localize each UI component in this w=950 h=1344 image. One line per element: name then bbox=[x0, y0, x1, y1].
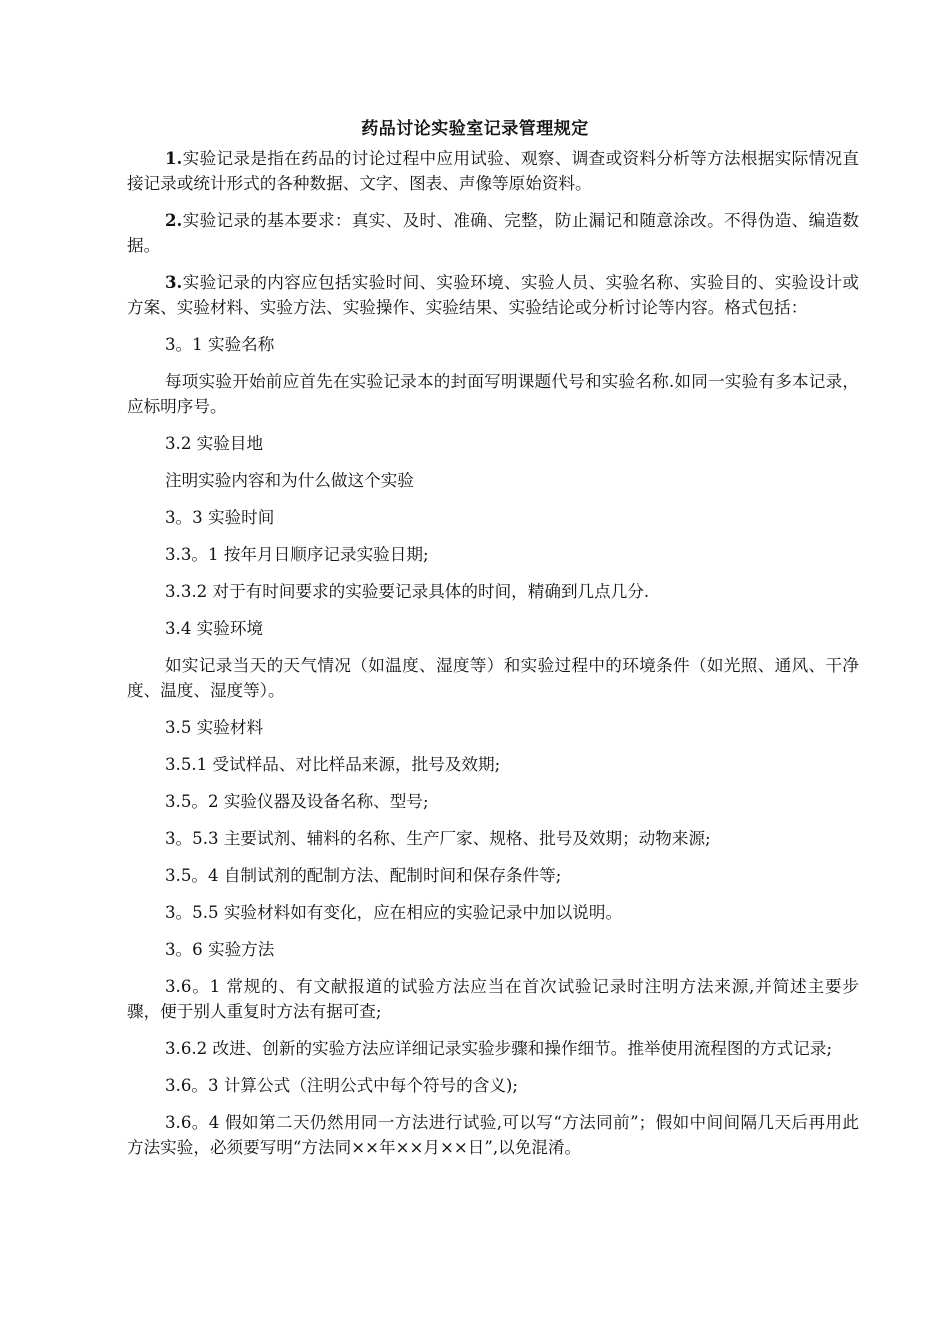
section-heading-3-4: 3.4 实验环境 bbox=[165, 619, 264, 638]
item-3-6-1: 3.6。1 常规的、有文献报道的试验方法应当在首次试验记录时注明方法来源,并简述主要步骤，便于别人重复时方法有据可查; bbox=[127, 977, 859, 1021]
paragraph-text: 实验记录的内容应包括实验时间、实验环境、实验人员、实验名称、实验目的、实验设计或方案、实验材料、实验方法、实验操作、实验结果、实验结论或分析讨论等内容。格式包括： bbox=[127, 273, 859, 317]
paragraph-2 bbox=[127, 208, 859, 258]
paragraph-text: 实验记录的基本要求：真实、及时、准确、完整，防止漏记和随意涂改。不得伪造、编造数据。 bbox=[127, 211, 859, 255]
paragraph-3-4-body: 如实记录当天的天气情况（如温度、湿度等）和实验过程中的环境条件（如光照、通风、干净度、温度、湿度等）。 bbox=[127, 656, 859, 700]
section-heading-3-2: 3.2 实验目地 bbox=[165, 434, 264, 453]
item-3-5-3: 3。5.3 主要试剂、辅料的名称、生产厂家、规格、批号及效期；动物来源; bbox=[165, 829, 711, 848]
paragraph-1 bbox=[127, 146, 859, 196]
item-3-6-2: 3.6.2 改进、创新的实验方法应详细记录实验步骤和操作细节。推举使用流程图的方式记录; bbox=[165, 1039, 833, 1058]
section-heading-3-1: 3。1 实验名称 bbox=[165, 335, 275, 354]
item-3-6-4: 3.6。4 假如第二天仍然用同一方法进行试验,可以写“方法同前”；假如中间间隔几天后再用此方法实验，必须要写明“方法同××年××月××日”,以免混淆。 bbox=[127, 1113, 859, 1157]
section-heading-3-3: 3。3 实验时间 bbox=[165, 508, 275, 527]
document-title: 药品讨论实验室记录管理规定 bbox=[361, 119, 589, 139]
section-heading-3-5: 3.5 实验材料 bbox=[165, 718, 264, 737]
paragraph-text: 实验记录是指在药品的讨论过程中应用试验、观察、调查或资料分析等方法根据实际情况直接记录或统计形式的各种数据、文字、图表、声像等原始资料。 bbox=[127, 149, 859, 193]
item-3-5-4: 3.5。4 自制试剂的配制方法、配制时间和保存条件等; bbox=[165, 866, 562, 885]
paragraph-number: 3. bbox=[165, 272, 183, 292]
item-3-6-3: 3.6。3 计算公式（注明公式中每个符号的含义); bbox=[165, 1076, 518, 1095]
document-body bbox=[127, 146, 859, 1172]
paragraph-3-1-body: 每项实验开始前应首先在实验记录本的封面写明课题代号和实验名称.如同一实验有多本记录，应标明序号。 bbox=[127, 372, 859, 416]
paragraph-3-2-body: 注明实验内容和为什么做这个实验 bbox=[165, 471, 414, 490]
item-3-3-1: 3.3。1 按年月日顺序记录实验日期; bbox=[165, 545, 429, 564]
item-3-5-2: 3.5。2 实验仪器及设备名称、型号; bbox=[165, 792, 429, 811]
section-heading-3-6: 3。6 实验方法 bbox=[165, 940, 275, 959]
item-3-5-1: 3.5.1 受试样品、对比样品来源，批号及效期; bbox=[165, 755, 501, 774]
paragraph-number: 2. bbox=[165, 210, 183, 230]
paragraph-3 bbox=[127, 270, 859, 320]
item-3-5-5: 3。5.5 实验材料如有变化，应在相应的实验记录中加以说明。 bbox=[165, 903, 623, 922]
item-3-3-2: 3.3.2 对于有时间要求的实验要记录具体的时间，精确到几点几分. bbox=[165, 582, 650, 601]
paragraph-number: 1. bbox=[165, 148, 183, 168]
